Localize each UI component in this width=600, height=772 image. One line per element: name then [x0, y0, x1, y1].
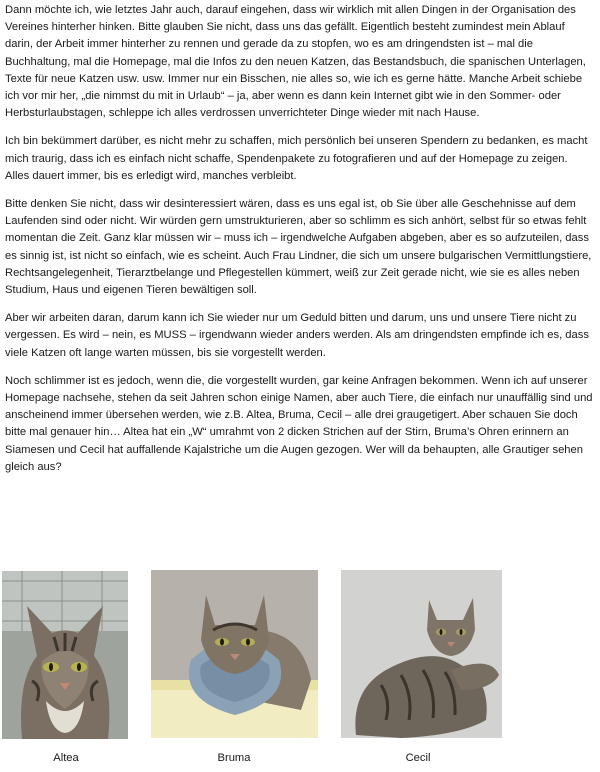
body-text	[5, 2, 593, 487]
paragraph: Dann möchte ich, wie letztes Jahr auch, darauf eingehen, dass wir wirklich mit allen Dingen in der Organisation des Vereines hinterher hinken. Bitte glauben Sie nicht, dass uns das gefällt. Eigentlich besteht zumindest mein Ablauf darin, der Arbeit immer hinterher zu rennen und gerade da zu stopfen, wo es am dringendsten ist – mal die Buchhaltung, mal die Homepage, mal die Infos zu den neuen Katzen, das Bestandsbuch, die spanischen Unterlagen, Texte für neue Katzen usw. usw. Immer nur ein Bisschen, nie alles so, wie ich es gerne hätte. Manche Arbeit schiebe ich vor mir her, „die nimmst du mit in Urlaub“ – ja, aber wenn es dann kein Internet gibt wie in den Sommer- oder Herbsturlaubstagen, schleppe ich alles verdrossen unverrichteter Dinge wieder mit nach Hause.	[5, 4, 586, 120]
paragraph: Noch schlimmer ist es jedoch, wenn die, die vorgestellt wurden, gar keine Anfragen bekommen. Wenn ich auf unserer Homepage nachsehe, stehen da seit Jahren schon einige Namen, aber auch Tiere, die einfach nur unauffällig sind und anscheinend immer übersehen werden, wie z.B. Altea, Bruma, Cecil – alle drei graugetigert. Aber schauen Sie doch bitte mal genauer hin… Altea hat ein „W“ umrahmt von 2 dicken Strichen auf der Stirn, Bruma’s Ohren erinnern an Siamesen und Cecil hat auffallende Kajalstriche um die Augen gezogen. Wer will da behaupten, alle Grautiger sehen gleich aus?	[5, 374, 593, 473]
paragraph: Aber wir arbeiten daran, darum kann ich Sie wieder nur um Geduld bitten und darum, uns und unsere Tiere nicht zu vergessen. Es wird – nein, es MUSS – irgendwann wieder anders werden. Als am dringendsten empfinde ich es, dass viele Katzen oft lange warten müssen, bis sie vorgestellt werden.	[5, 312, 589, 359]
tabby-cat-lying-icon	[341, 570, 502, 738]
photo-caption-bruma: Bruma	[217, 752, 251, 764]
altea-photo	[2, 571, 128, 739]
cecil-photo	[341, 570, 502, 738]
paragraph: Ich bin bekümmert darüber, es nicht mehr zu schaffen, mich persönlich bei unseren Spendern zu bedanken, es macht mich traurig, dass ich es einfach nicht schaffe, Spendenpakete zu fotografieren und auf der Homepage zu zeigen. Alles dauert immer, bis es erledigt wird, manches verbleibt.	[5, 135, 588, 182]
photo-caption-altea: Altea	[53, 752, 79, 764]
photo-caption-cecil: Cecil	[405, 752, 431, 764]
paragraph: Bitte denken Sie nicht, dass wir desinteressiert wären, dass es uns egal ist, ob Sie über alle Geschehnisse auf dem Laufenden sind oder nicht. Wir würden gern umstrukturieren, aber so schlimm es sich anhört, selbst für so etwas fehlt momentan die Zeit. Ganz klar müssen wir – muss ich – irgendwelche Aufgaben abgeben, aber es so aufzuteilen, dass es sinnig ist, ist nicht so einfach, wie es scheint. Auch Frau Lindner, die sich um unsere bulgarischen Vermittlungstiere, Rechtsangelegenheit, Tierarztbelange und Pflegestellen kümmert, weiß zur Zeit gerade nicht, wie sie es alles neben Studium, Haus und eigenen Tieren bewältigen soll.	[5, 198, 592, 297]
bruma-photo	[151, 570, 318, 738]
tabby-cat-icon	[2, 571, 128, 739]
tabby-cat-with-cone-icon	[151, 570, 318, 738]
